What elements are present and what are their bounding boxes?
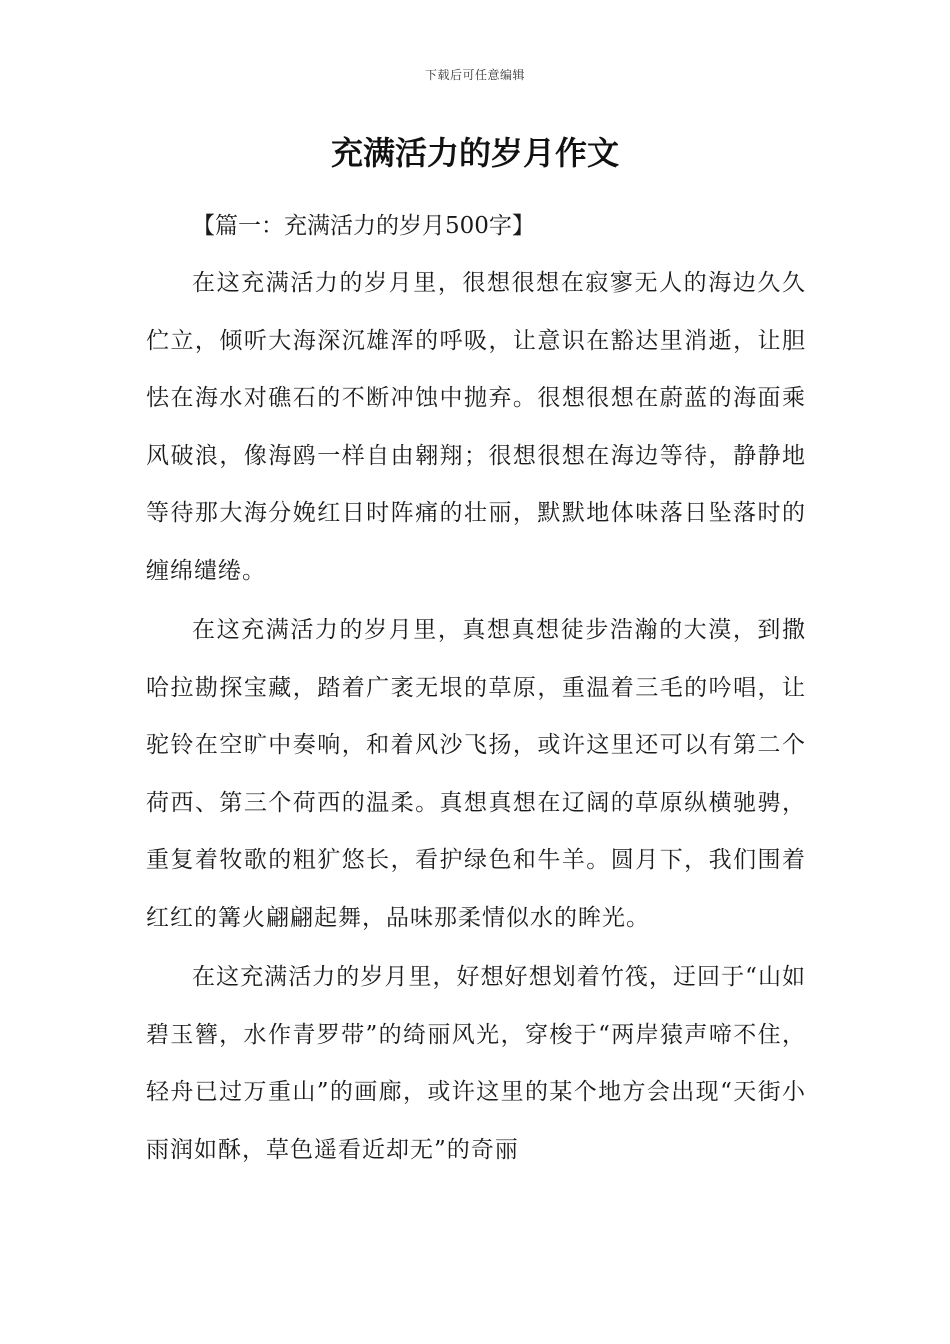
paragraph-3: 在这充满活力的岁月里，好想好想划着竹筏，迂回于“山如碧玉簪，水作青罗带”的绮丽风光，穿梭于“两岸猿声啼不住，轻舟已过万重山”的画廊，或许这里的某个地方会出现“天街小雨润如酥，草色遥看近却无”的奇丽 bbox=[146, 964, 806, 1163]
paragraph-2: 在这充满活力的岁月里，真想真想徒步浩瀚的大漠，到撒哈拉勘探宝藏，踏着广袤无垠的草原，重温着三毛的吟唱，让驼铃在空旷中奏响，和着风沙飞扬，或许这里还可以有第二个荷西、第三个荷西的温柔。真想真想在辽阔的草原纵横驰骋，重复着牧歌的粗犷悠长，看护绿色和牛羊。圆月下，我们围着红红的篝火翩翩起舞，品味那柔情似水的眸光。 bbox=[146, 617, 806, 931]
document-title: 充满活力的岁月作文 bbox=[330, 134, 619, 172]
section-heading: 【篇一：充满活力的岁月500字】 bbox=[192, 213, 535, 239]
paragraph-1: 在这充满活力的岁月里，很想很想在寂寥无人的海边久久伫立，倾听大海深沉雄浑的呼吸，让意识在豁达里消逝，让胆怯在海水对礁石的不断冲蚀中抛弃。很想很想在蔚蓝的海面乘风破浪，像海鸥一样自由翱翔；很想很想在海边等待，静静地等待那大海分娩红日时阵痛的壮丽，默默地体味落日坠落时的缠绵缱绻。 bbox=[146, 270, 806, 584]
document-body bbox=[146, 198, 806, 1181]
header-note: 下载后可任意编辑 bbox=[424, 68, 525, 82]
